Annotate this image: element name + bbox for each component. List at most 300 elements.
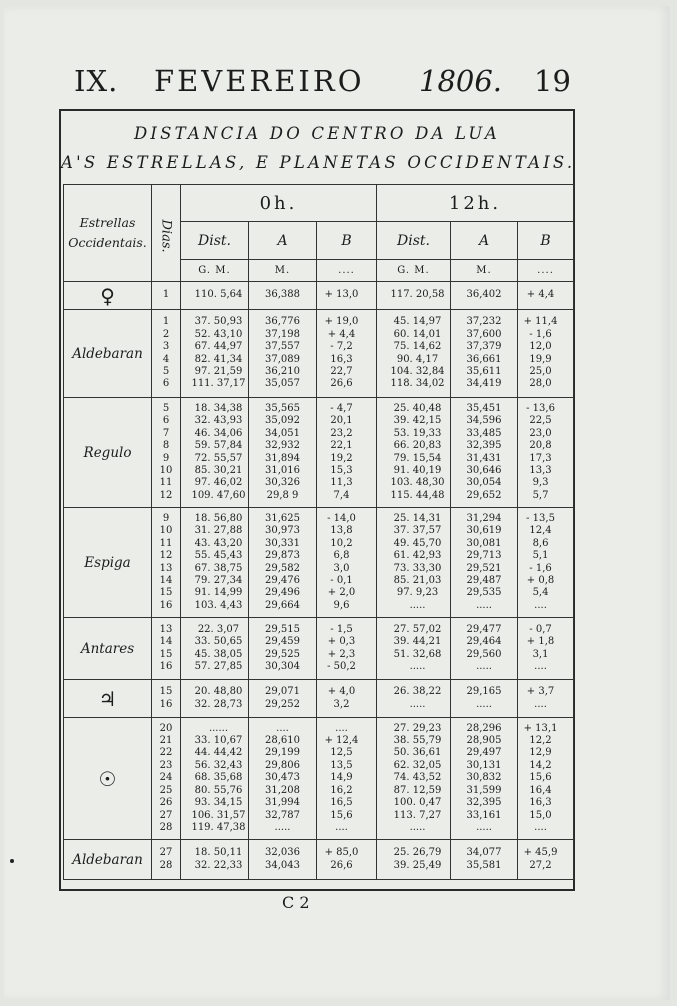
value-days: 14 (159, 574, 173, 586)
value-days: 10 (159, 525, 173, 537)
cell-dist0 (181, 618, 249, 680)
cell-a0 (249, 282, 317, 310)
value-a12: 33,485 (466, 427, 502, 439)
value-dist12: ..... (409, 599, 426, 611)
page-number: 19 (534, 64, 571, 98)
value-a12: 29,477 (466, 623, 502, 635)
value-b12: 12,2 (529, 735, 552, 747)
value-days: 11 (159, 537, 173, 549)
value-days: 3 (162, 341, 170, 353)
value-days: 24 (159, 772, 173, 784)
value-dist12: 79. 15,54 (393, 452, 442, 464)
cell-dist12 (377, 398, 451, 508)
cell-b12 (518, 310, 574, 398)
value-a0: 37,557 (265, 341, 300, 353)
value-b0: 22,1 (330, 440, 353, 452)
value-b12: .... (534, 599, 547, 611)
value-a12: 35,451 (466, 402, 502, 414)
cell-b0 (317, 718, 377, 840)
value-b0: 6,8 (333, 550, 350, 562)
value-b0: 16,2 (330, 784, 353, 796)
value-a12: 37,379 (466, 341, 502, 353)
value-days: 27 (159, 847, 173, 859)
value-b12: 23,0 (529, 427, 552, 439)
value-a0: 30,331 (265, 537, 300, 549)
value-dist12: 27. 29,23 (393, 722, 442, 734)
cell-b12 (518, 840, 574, 880)
value-dist0: 111. 37,17 (191, 378, 246, 390)
value-dist12: ..... (409, 821, 426, 833)
value-dist12: 115. 44,48 (390, 489, 445, 501)
value-days: 8 (162, 440, 170, 452)
value-dist0: 22. 3,07 (197, 623, 240, 635)
value-dist12: 49. 45,70 (393, 537, 442, 549)
paper-mark (10, 859, 14, 863)
value-a12: 32,395 (466, 797, 502, 809)
value-dist0: 103. 4,43 (194, 599, 243, 611)
page-header (74, 64, 574, 98)
value-dist0: ...... (208, 722, 229, 734)
value-dist12: 27. 57,02 (393, 623, 442, 635)
value-a0: .... (276, 722, 289, 734)
value-dist0: 33. 50,65 (194, 636, 243, 648)
value-b0: 3,2 (333, 698, 350, 710)
cell-b12 (518, 508, 574, 618)
value-a0: 29,252 (265, 698, 300, 710)
value-a12: 31,431 (466, 452, 502, 464)
unit-m-0h: M. (249, 260, 317, 282)
cell-days (152, 618, 181, 680)
value-days: 16 (159, 599, 173, 611)
time-12h-header: 12h. (377, 185, 574, 222)
value-a12: 30,081 (466, 537, 502, 549)
value-days: 7 (162, 427, 170, 439)
value-a12: 37,232 (466, 316, 502, 328)
value-a0: 35,565 (265, 402, 300, 414)
value-days: 13 (159, 623, 173, 635)
value-days: 25 (159, 784, 173, 796)
object-name: Aldebaran (64, 310, 152, 398)
cell-a0 (249, 618, 317, 680)
value-dist0: 45. 38,05 (194, 648, 243, 660)
value-days: 10 (159, 464, 173, 476)
value-b0: - 4,7 (330, 402, 353, 414)
cell-b0 (317, 840, 377, 880)
value-days: 2 (162, 328, 170, 340)
value-dist12: 53. 19,33 (393, 427, 442, 439)
value-b12: 8,6 (532, 537, 549, 549)
value-b12: 20,8 (529, 440, 552, 452)
cell-b0 (317, 680, 377, 718)
value-b12: + 3,7 (526, 686, 555, 698)
a-12h-header: A (451, 222, 518, 260)
b-12h-header: B (518, 222, 574, 260)
value-a0: 30,326 (265, 477, 300, 489)
value-dist12: 118. 34,02 (390, 378, 445, 390)
value-days: 11 (159, 477, 173, 489)
value-dist0: 59. 57,84 (194, 440, 243, 452)
cell-dist0 (181, 398, 249, 508)
value-dist12: 38. 55,79 (393, 735, 442, 747)
unit-dots-12h: .... (518, 260, 574, 282)
value-dist0: 37. 50,93 (194, 316, 243, 328)
value-b0: 22,7 (330, 365, 353, 377)
value-b12: 15,6 (529, 772, 552, 784)
value-b0: 20,1 (330, 415, 353, 427)
value-a12: 34,419 (466, 378, 502, 390)
object-name: Antares (64, 618, 152, 680)
value-dist0: 32. 43,93 (194, 415, 243, 427)
value-dist12: 25. 26,79 (393, 847, 442, 859)
value-b12: 13,3 (529, 464, 552, 476)
value-a0: 31,625 (265, 512, 300, 524)
value-days: 16 (159, 660, 173, 672)
value-a12: 29,497 (466, 747, 502, 759)
value-dist12: 91. 40,19 (393, 464, 442, 476)
value-days: 5 (162, 402, 170, 414)
value-a0: 35,057 (265, 378, 300, 390)
value-b12: - 0,7 (529, 623, 552, 635)
cell-dist0 (181, 310, 249, 398)
value-a12: ..... (476, 698, 492, 710)
value-a12: 29,652 (466, 489, 502, 501)
value-a12: 30,646 (466, 464, 502, 476)
value-days: 27 (159, 809, 173, 821)
value-dist0: 85. 30,21 (194, 464, 243, 476)
value-b0: 12,5 (330, 747, 353, 759)
value-b12: - 13,6 (526, 402, 555, 414)
value-dist12: 39. 44,21 (393, 636, 442, 648)
value-b12: 15,0 (529, 809, 552, 821)
value-b12: 19,9 (529, 353, 552, 365)
cell-dist0 (181, 680, 249, 718)
value-dist0: 80. 55,76 (194, 784, 243, 796)
value-dist12: 117. 20,58 (390, 289, 445, 301)
cell-a0 (249, 398, 317, 508)
value-a12: 28,296 (466, 722, 502, 734)
value-dist12: 60. 14,01 (393, 328, 442, 340)
cell-dist12 (377, 840, 451, 880)
cell-days (152, 718, 181, 840)
value-dist0: 97. 21,59 (194, 365, 243, 377)
value-dist12: 87. 12,59 (393, 784, 442, 796)
value-b12: + 13,1 (523, 722, 558, 734)
value-a12: ..... (476, 599, 492, 611)
value-dist0: 119. 47,38 (191, 821, 246, 833)
unit-gm-12h: G. M. (377, 260, 451, 282)
value-dist0: 68. 35,68 (194, 772, 243, 784)
value-dist12: 62. 32,05 (393, 759, 442, 771)
value-a12: 29,165 (466, 686, 502, 698)
value-b0: 9,6 (333, 599, 350, 611)
cell-days (152, 282, 181, 310)
value-a0: 32,787 (265, 809, 300, 821)
value-b0: 26,6 (330, 859, 353, 871)
cell-a0 (249, 718, 317, 840)
value-b0: + 13,0 (324, 289, 359, 301)
value-dist0: 106. 31,57 (191, 809, 246, 821)
value-dist0: 97. 46,02 (194, 477, 243, 489)
value-dist0: 44. 44,42 (194, 747, 243, 759)
table-row (64, 398, 574, 508)
value-a0: ..... (274, 821, 291, 833)
value-b12: 25,0 (529, 365, 552, 377)
value-b0: .... (335, 821, 348, 833)
value-days: 28 (159, 859, 173, 871)
value-b12: 3,1 (532, 648, 549, 660)
value-b12: 17,3 (529, 452, 552, 464)
value-a0: 37,198 (265, 328, 300, 340)
value-days: 12 (159, 489, 173, 501)
value-a0: 34,043 (265, 859, 300, 871)
value-dist0: 109. 47,60 (191, 489, 246, 501)
value-dist12: 39. 42,15 (393, 415, 442, 427)
value-b0: + 12,4 (324, 735, 359, 747)
object-name: Aldebaran (64, 840, 152, 880)
value-b12: 22,5 (529, 415, 552, 427)
object-name: ♀ (64, 282, 152, 310)
value-b12: 12,9 (529, 747, 552, 759)
object-name: Espiga (64, 508, 152, 618)
year: 1806. (419, 64, 503, 98)
value-a12: ..... (476, 660, 492, 672)
stars-column-header: Estrellas Occidentais. (64, 185, 152, 282)
value-days: 15 (159, 686, 173, 698)
value-b0: + 85,0 (324, 847, 359, 859)
value-dist0: 46. 34,06 (194, 427, 243, 439)
value-b12: 12,4 (529, 525, 552, 537)
dist-0h-header: Dist. (181, 222, 249, 260)
value-b0: + 19,0 (324, 316, 359, 328)
value-a12: 35,581 (466, 859, 502, 871)
value-a0: 29,199 (265, 747, 300, 759)
value-a12: 34,596 (466, 415, 502, 427)
value-b0: 23,2 (330, 427, 353, 439)
value-dist12: 75. 14,62 (393, 341, 442, 353)
value-dist0: 56. 32,43 (194, 759, 243, 771)
lunar-distance-table (63, 184, 574, 880)
table-row (64, 840, 574, 880)
value-a0: 28,610 (265, 735, 300, 747)
cell-dist0 (181, 282, 249, 310)
cell-dist12 (377, 508, 451, 618)
value-b12: - 1,6 (529, 328, 552, 340)
value-dist12: 74. 43,52 (393, 772, 442, 784)
value-dist0: 18. 34,38 (194, 402, 243, 414)
time-0h-header: 0h. (181, 185, 377, 222)
value-days: 22 (159, 747, 173, 759)
value-days: 15 (159, 587, 173, 599)
object-name: ♃ (64, 680, 152, 718)
value-b12: 5,1 (532, 550, 549, 562)
value-dist0: 18. 50,11 (194, 847, 243, 859)
value-dist12: 39. 25,49 (393, 859, 442, 871)
value-a0: 34,051 (265, 427, 300, 439)
value-dist12: ..... (409, 660, 426, 672)
value-days: 26 (159, 797, 173, 809)
value-b0: + 2,3 (327, 648, 356, 660)
value-b0: 3,0 (333, 562, 350, 574)
cell-dist12 (377, 718, 451, 840)
value-a12: 29,535 (466, 587, 502, 599)
value-a0: 30,304 (265, 660, 300, 672)
value-a0: 31,894 (265, 452, 300, 464)
value-days: 16 (159, 698, 173, 710)
value-b0: 10,2 (330, 537, 353, 549)
cell-dist12 (377, 680, 451, 718)
value-b0: 26,6 (330, 378, 353, 390)
value-days: 1 (162, 289, 170, 301)
value-a12: 30,619 (466, 525, 502, 537)
value-dist0: 55. 45,43 (194, 550, 243, 562)
value-a12: 29,521 (466, 562, 502, 574)
value-dist12: 51. 32,68 (393, 648, 442, 660)
value-dist12: 100. 0,47 (393, 797, 442, 809)
value-b0: 15,3 (330, 464, 353, 476)
value-dist12: 50. 36,61 (393, 747, 442, 759)
unit-m-12h: M. (451, 260, 518, 282)
value-b12: + 0,8 (526, 574, 555, 586)
value-days: 13 (159, 562, 173, 574)
value-b12: .... (534, 821, 547, 833)
cell-a12 (451, 680, 518, 718)
cell-dist0 (181, 718, 249, 840)
value-a0: 29,071 (265, 686, 300, 698)
value-b12: + 45,9 (523, 847, 558, 859)
value-b12: 27,2 (529, 859, 552, 871)
a-0h-header: A (249, 222, 317, 260)
cell-dist12 (377, 282, 451, 310)
value-b0: - 50,2 (327, 660, 356, 672)
value-a12: 30,054 (466, 477, 502, 489)
value-dist12: ..... (409, 698, 426, 710)
object-name: ☉ (64, 718, 152, 840)
dist-12h-header: Dist. (377, 222, 451, 260)
value-dist0: 79. 27,34 (194, 574, 243, 586)
value-b12: - 1,6 (529, 562, 552, 574)
value-dist0: 33. 10,67 (194, 735, 243, 747)
cell-days (152, 840, 181, 880)
value-dist12: 61. 42,93 (393, 550, 442, 562)
cell-a12 (451, 282, 518, 310)
value-dist12: 97. 9,23 (396, 587, 439, 599)
value-days: 23 (159, 759, 173, 771)
value-b0: + 4,0 (327, 686, 356, 698)
table-title-line-2: A'S ESTRELLAS, E PLANETAS OCCIDENTAIS. (61, 153, 576, 172)
value-b12: + 11,4 (523, 316, 558, 328)
cell-b12 (518, 680, 574, 718)
cell-days (152, 398, 181, 508)
value-days: 15 (159, 648, 173, 660)
cell-a0 (249, 680, 317, 718)
cell-dist0 (181, 508, 249, 618)
table-title-line-1: DISTANCIA DO CENTRO DA LUA (133, 124, 501, 143)
cell-a12 (451, 840, 518, 880)
printer-signature: C 2 (282, 893, 310, 912)
value-a12: 36,661 (466, 353, 502, 365)
value-b12: .... (534, 698, 547, 710)
value-days: 1 (162, 316, 170, 328)
unit-gm-0h: G. M. (181, 260, 249, 282)
value-a0: 29,515 (265, 623, 300, 635)
value-a12: 29,487 (466, 574, 502, 586)
value-b12: 16,3 (529, 797, 552, 809)
table-row (64, 508, 574, 618)
value-dist0: 72. 55,57 (194, 452, 243, 464)
value-days: 12 (159, 550, 173, 562)
page (4, 6, 670, 1000)
table-row (64, 618, 574, 680)
value-days: 5 (162, 365, 170, 377)
value-b12: 5,4 (532, 587, 549, 599)
days-column-header (152, 185, 181, 282)
value-b12: .... (534, 660, 547, 672)
cell-b12 (518, 618, 574, 680)
cell-b12 (518, 718, 574, 840)
value-a12: 31,599 (466, 784, 502, 796)
value-b12: 12,0 (529, 341, 552, 353)
value-a0: 29,582 (265, 562, 300, 574)
cell-days (152, 680, 181, 718)
value-dist0: 31. 27,88 (194, 525, 243, 537)
value-a12: 31,294 (466, 512, 502, 524)
value-a0: 31,016 (265, 464, 300, 476)
value-dist0: 43. 43,20 (194, 537, 243, 549)
value-b0: - 14,0 (327, 512, 356, 524)
value-a0: 36,210 (265, 365, 300, 377)
value-a0: 29,8 9 (266, 489, 299, 501)
value-dist0: 67. 44,97 (194, 341, 243, 353)
value-days: 21 (159, 735, 173, 747)
cell-days (152, 508, 181, 618)
value-days: 20 (159, 722, 173, 734)
value-days: 14 (159, 636, 173, 648)
value-dist0: 20. 48,80 (194, 686, 243, 698)
value-a12: 30,832 (466, 772, 502, 784)
value-b0: + 0,3 (327, 636, 356, 648)
value-a0: 37,089 (265, 353, 300, 365)
value-b0: 15,6 (330, 809, 353, 821)
cell-dist0 (181, 840, 249, 880)
value-a0: 36,776 (265, 316, 300, 328)
value-a0: 29,873 (265, 550, 300, 562)
value-b12: 16,4 (529, 784, 552, 796)
value-a12: 37,600 (466, 328, 502, 340)
value-a0: 29,476 (265, 574, 300, 586)
cell-b0 (317, 508, 377, 618)
value-a12: 29,560 (466, 648, 502, 660)
value-a0: 29,525 (265, 648, 300, 660)
table-frame (59, 109, 575, 891)
value-b0: + 4,4 (327, 328, 356, 340)
cell-dist12 (377, 310, 451, 398)
value-dist12: 45. 14,97 (393, 316, 442, 328)
value-dist12: 66. 20,83 (393, 440, 442, 452)
value-b0: 13,8 (330, 525, 353, 537)
value-b12: - 13,5 (526, 512, 555, 524)
days-column-label: Dias. (158, 219, 174, 253)
value-dist12: 90. 4,17 (396, 353, 439, 365)
cell-b0 (317, 398, 377, 508)
unit-dots-0h: .... (317, 260, 377, 282)
value-b12: + 1,8 (526, 636, 555, 648)
cell-b0 (317, 618, 377, 680)
cell-dist12 (377, 618, 451, 680)
value-b0: - 7,2 (330, 341, 353, 353)
value-dist12: 113. 7,27 (393, 809, 442, 821)
value-a0: 29,806 (265, 759, 300, 771)
value-dist12: 26. 38,22 (393, 686, 442, 698)
